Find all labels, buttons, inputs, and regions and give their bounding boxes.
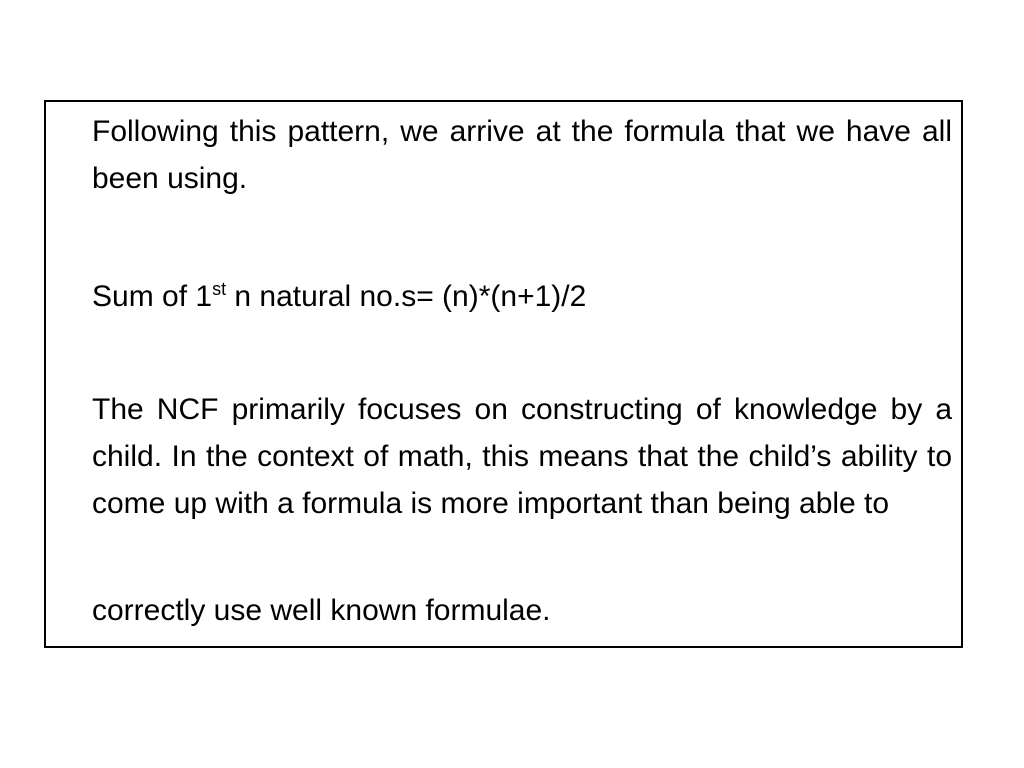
formula-prefix: Sum of 1 [92,280,213,313]
paragraph-ncf-focus: The NCF primarily focuses on constructing of knowledge by a child. In the context of math, this means that the child’s ability to come up with a formula is more important than being able to [92,393,952,520]
formula-expression: n natural no.s= (n)*(n+1)/2 [226,280,587,313]
formula-line [92,273,952,320]
paragraph-pattern-intro: Following this pattern, we arrive at the formula that we have all been using. [92,115,952,195]
paragraph-formulae: correctly use well known formulae. [92,594,551,627]
formula-superscript: st [212,279,227,299]
